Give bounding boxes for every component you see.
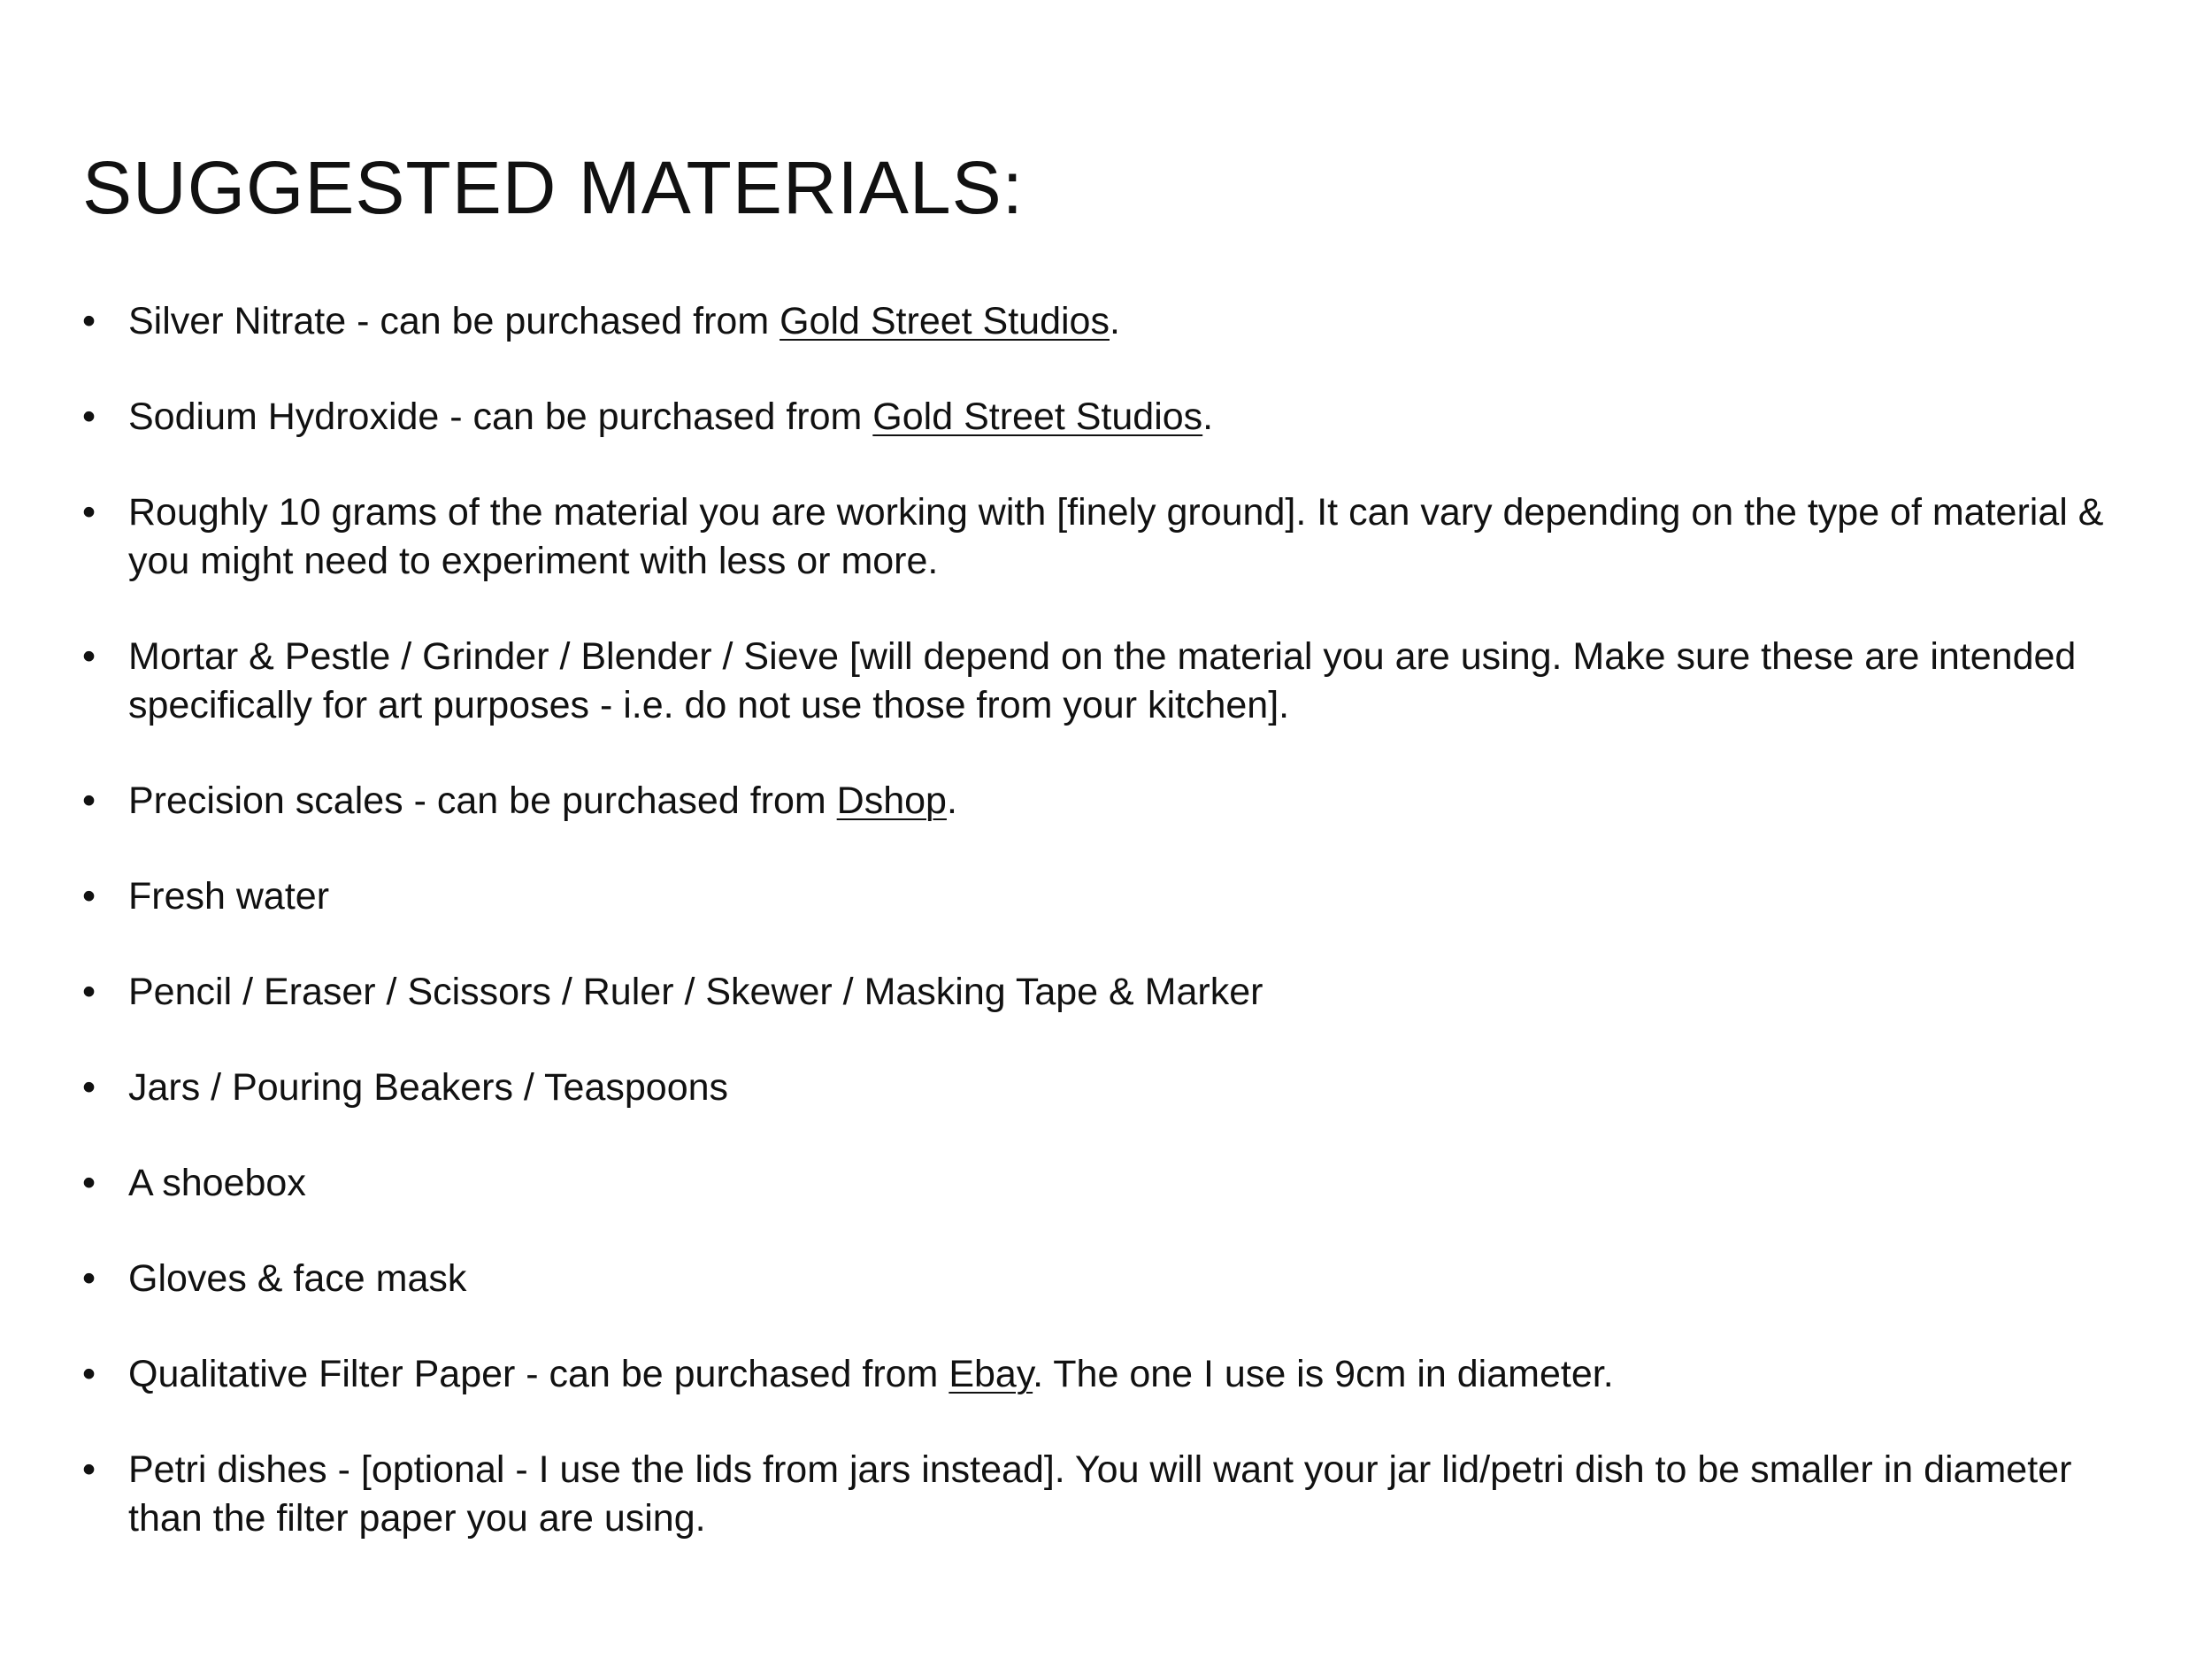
list-item-gloves-mask <box>82 1255 2153 1303</box>
bullet-icon: • <box>82 780 96 822</box>
item-text: Petri dishes - [optional - I use the lids from jars instead]. You will want your jar lid/petri dish to be smaller in diameter than the filter paper you are using. <box>128 1448 2072 1540</box>
list-item-fresh-water <box>82 872 2153 921</box>
item-text: Jars / Pouring Beakers / Teaspoons <box>128 1066 729 1109</box>
item-text: Qualitative Filter Paper - can be purchased from <box>128 1353 949 1395</box>
list-item-petri-dishes <box>82 1446 2153 1543</box>
bullet-icon: • <box>82 491 96 534</box>
page-title: SUGGESTED MATERIALS: <box>82 146 1024 229</box>
item-text-suffix: . <box>1109 300 1120 342</box>
bullet-icon: • <box>82 396 96 438</box>
dshop-link[interactable]: Dshop <box>836 780 947 822</box>
bullet-icon: • <box>82 1162 96 1204</box>
bullet-icon: • <box>82 1066 96 1109</box>
item-text: Precision scales - can be purchased from <box>128 780 837 822</box>
list-item-jars <box>82 1064 2153 1112</box>
list-item-sodium-hydroxide <box>82 393 2153 442</box>
gold-street-studios-link[interactable]: Gold Street Studios <box>780 300 1110 342</box>
bullet-icon: • <box>82 635 96 678</box>
item-text: Sodium Hydroxide - can be purchased from <box>128 396 873 438</box>
bullet-icon: • <box>82 1257 96 1300</box>
bullet-icon: • <box>82 971 96 1013</box>
item-text: Silver Nitrate - can be purchased from <box>128 300 780 342</box>
item-text-suffix: . The one I use is 9cm in diameter. <box>1033 1353 1614 1395</box>
list-item-material-amount <box>82 488 2153 586</box>
item-text: A shoebox <box>128 1162 306 1204</box>
list-item-stationery <box>82 968 2153 1017</box>
item-text: Gloves & face mask <box>128 1257 467 1300</box>
list-item-filter-paper <box>82 1350 2153 1399</box>
item-text-suffix: . <box>1202 396 1214 438</box>
gold-street-studios-link[interactable]: Gold Street Studios <box>872 396 1203 438</box>
bullet-icon: • <box>82 1353 96 1395</box>
list-item-precision-scales <box>82 777 2153 826</box>
list-item-shoebox <box>82 1159 2153 1208</box>
bullet-icon: • <box>82 300 96 342</box>
item-text-suffix: . <box>946 780 957 822</box>
list-item-grinding-tools <box>82 633 2153 730</box>
bullet-icon: • <box>82 1448 96 1491</box>
bullet-icon: • <box>82 875 96 918</box>
item-text: Mortar & Pestle / Grinder / Blender / Sieve [will depend on the material you are using. Make sure these are intended specifically for art purposes - i.e. do not use those from your kitchen]. <box>128 635 2077 726</box>
list-item-silver-nitrate <box>82 297 2153 346</box>
ebay-link[interactable]: Ebay <box>949 1353 1033 1395</box>
item-text: Roughly 10 grams of the material you are working with [finely ground]. It can vary depending on the type of material & you might need to experiment with less or more. <box>128 491 2104 582</box>
item-text: Pencil / Eraser / Scissors / Ruler / Skewer / Masking Tape & Marker <box>128 971 1263 1013</box>
materials-list <box>82 297 2153 1590</box>
item-text: Fresh water <box>128 875 330 918</box>
